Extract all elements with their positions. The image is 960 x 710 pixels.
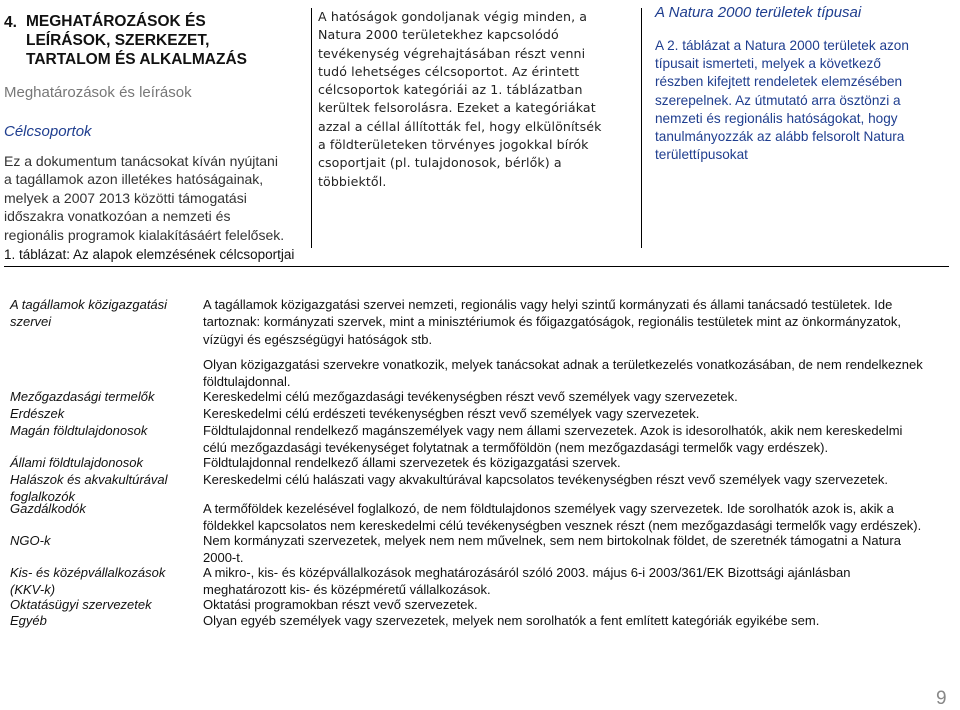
table-row-description xyxy=(203,405,951,422)
table-row-label xyxy=(10,596,188,613)
section-subtitle: Meghatározások és leírások xyxy=(4,84,192,101)
desc-line: Kereskedelmi célú mezőgazdasági tevékenységben részt vevő személyek vagy szervezetek. xyxy=(203,389,738,404)
natura-types-paragraph xyxy=(655,37,952,164)
desc-line: meghatározott kis- és középméretű vállalkozások. xyxy=(203,582,491,598)
middle-line: Natura 2000 területekhez kapcsolódó xyxy=(318,27,559,43)
desc-line: Földtulajdonnal rendelkező állami szervezetek és közigazgatási szervek. xyxy=(203,455,621,470)
desc-line: Földtulajdonnal rendelkező magánszemélyek vagy nem állami szervezetek. Azok is idesorolhatók, akik nem kereskedelmi xyxy=(203,423,903,438)
column-divider xyxy=(311,8,312,248)
right-line: szerepelnek. Az útmutató arra ösztönzi a xyxy=(655,92,901,108)
desc-line: vízügyi és egészségügyi hatóságok stb. xyxy=(203,331,433,347)
desc-line: A mikro-, kis- és középvállalkozások meghatározásáról szóló 2003. május 6-i 2003/361/EK Bizottsági ajánlásban xyxy=(203,565,851,580)
table-row-label xyxy=(10,454,188,471)
table-row-description xyxy=(203,500,951,535)
right-line: típusait ismerteti, melyek a következő xyxy=(655,56,881,72)
table-row-description xyxy=(203,564,951,599)
middle-line: kerültek felsorolásra. Ezeket a kategóriákat xyxy=(318,100,596,116)
intro-line: melyek a 2007 2013 közötti támogatási xyxy=(4,189,247,206)
table-row-label xyxy=(10,422,188,439)
desc-line: Kereskedelmi célú halászati vagy akvakultúrával kapcsolatos tevékenységben részt vevő személyek vagy szervezetek. xyxy=(203,472,889,487)
label-line: Gazdálkodók xyxy=(10,501,86,516)
label-line: NGO-k xyxy=(10,533,51,548)
middle-line: célcsoportok kategóriái az 1. táblázatban xyxy=(318,82,583,98)
table-row-description xyxy=(203,532,951,567)
intro-line: Ez a dokumentum tanácsokat kíván nyújtani xyxy=(4,153,278,169)
desc-line: Nem kormányzati szervezetek, melyek nem nem művelnek, sem nem birtokolnak földet, de szeretnék támogatni a Natura xyxy=(203,533,901,548)
middle-line: többiektől. xyxy=(318,173,387,189)
desc-line: tartoznak: kormányzati szervek, mint a minisztériumok és főigazgatóságok, regionális testületek mint az önkormányzatok, xyxy=(203,314,901,330)
intro-line: időszakra vonatkozóan a nemzeti és xyxy=(4,208,231,225)
middle-line: a földterületeken törvényes jogokkal bírók xyxy=(318,137,589,153)
table-row-label xyxy=(10,612,188,629)
desc-line: célú mezőgazdasági tevékenységet folytatnak a termőföldön (nem mezőgazdasági termelők vagy erdészek). xyxy=(203,440,829,456)
middle-line: azzal a céllal állították fel, hogy elkülönítsék xyxy=(318,118,602,134)
label-line: Állami földtulajdonosok xyxy=(10,455,143,470)
label-line: Oktatásügyi szervezetek xyxy=(10,597,152,612)
middle-line: A hatóságok gondoljanak végig minden, a xyxy=(318,9,588,24)
middle-line: tudó lehetséges célcsoportot. Az érintett xyxy=(318,63,580,79)
table-row-description xyxy=(203,296,951,348)
label-line: foglalkozók xyxy=(10,489,76,505)
desc-line: A tagállamok közigazgatási szervei nemzeti, regionális vagy helyi szintű kormányzati és állami tanácsadó testületek. Ide xyxy=(203,297,893,312)
label-line: Magán földtulajdonosok xyxy=(10,423,148,438)
table-row-description xyxy=(203,596,951,613)
desc-line: Kereskedelmi célú erdészeti tevékenységben részt vevő személyek vagy szervezetek. xyxy=(203,406,700,421)
section-title-line: TARTALOM ÉS ALKALMAZÁS xyxy=(26,51,247,68)
section-title-line: MEGHATÁROZÁSOK ÉS xyxy=(26,13,206,30)
right-line: területtípusokat xyxy=(655,147,748,163)
desc-line: 2000-t. xyxy=(203,550,244,566)
label-line: Egyéb xyxy=(10,613,47,628)
label-line: (KKV-k) xyxy=(10,582,56,598)
intro-paragraph xyxy=(4,152,298,244)
table-row-description xyxy=(203,471,951,488)
desc-line: A termőföldek kezelésével foglalkozó, de nem földtulajdonos személyek vagy szervezetek. Ide sorolhatók azok is, akik a xyxy=(203,501,894,516)
table-row-description xyxy=(203,388,951,405)
intro-line: a tagállamok azon illetékes hatóságainak, xyxy=(4,171,264,188)
subheading-target-groups: Célcsoportok xyxy=(4,123,92,140)
table-row-label xyxy=(10,405,188,422)
label-line: Halászok és akvakultúrával xyxy=(10,472,168,487)
right-line: nemzeti és regionális hatóságokat, hogy xyxy=(655,110,898,126)
middle-line: csoportjait (pl. tulajdonosok, bérlők) a xyxy=(318,155,562,171)
desc-line: Olyan közigazgatási szervekre vonatkozik, melyek tanácsokat adnak a területkezelés vonatkozásában, de nem rendelkeznek xyxy=(203,357,923,372)
natura-types-title: A Natura 2000 területek típusai xyxy=(655,4,862,21)
section-title-line: LEÍRÁSOK, SZERKEZET, xyxy=(26,32,210,49)
desc-line: földtulajdonnal. xyxy=(203,374,291,390)
label-line: szervei xyxy=(10,314,52,330)
middle-line: tevékenység végrehajtásában részt venni xyxy=(318,45,586,61)
middle-paragraph xyxy=(318,8,614,191)
table-row-description xyxy=(203,356,951,391)
table-row-label xyxy=(10,296,188,331)
table-row-description xyxy=(203,422,951,457)
table-row-label xyxy=(10,532,188,549)
table-row-label xyxy=(10,500,188,517)
section-title xyxy=(26,12,247,69)
label-line: Kis- és középvállalkozások xyxy=(10,565,166,580)
section-number: 4. xyxy=(4,14,17,31)
desc-line: földekkel kapcsolatos nem kereskedelmi célú tevékenységben vesznek részt (nem mezőgazdasági termelők vagy erdészek). xyxy=(203,518,922,534)
caption-rule xyxy=(4,266,949,267)
right-line: részben kifejtett rendeletek elemzésében xyxy=(655,74,903,90)
label-line: Mezőgazdasági termelők xyxy=(10,389,155,404)
desc-line: Olyan egyéb személyek vagy szervezetek, melyek nem sorolhatók a fent említett kategóriák egyikébe sem. xyxy=(203,613,820,628)
right-line: A 2. táblázat a Natura 2000 területek azon xyxy=(655,38,909,53)
label-line: Erdészek xyxy=(10,406,65,421)
table-row-description xyxy=(203,612,951,629)
page-number: 9 xyxy=(936,688,947,709)
table-row-description xyxy=(203,454,951,471)
label-line: A tagállamok közigazgatási xyxy=(10,297,168,312)
table-row-label xyxy=(10,388,188,405)
desc-line: Oktatási programokban részt vevő szervezetek. xyxy=(203,597,478,612)
column-divider xyxy=(641,8,642,248)
table-row-label xyxy=(10,564,188,599)
intro-line: regionális programok kialakításáért felelősek. xyxy=(4,226,285,243)
table-caption: 1. táblázat: Az alapok elemzésének célcsoportjai xyxy=(4,247,295,262)
right-line: tanulmányozzák az alább felsorolt Natura xyxy=(655,129,905,145)
